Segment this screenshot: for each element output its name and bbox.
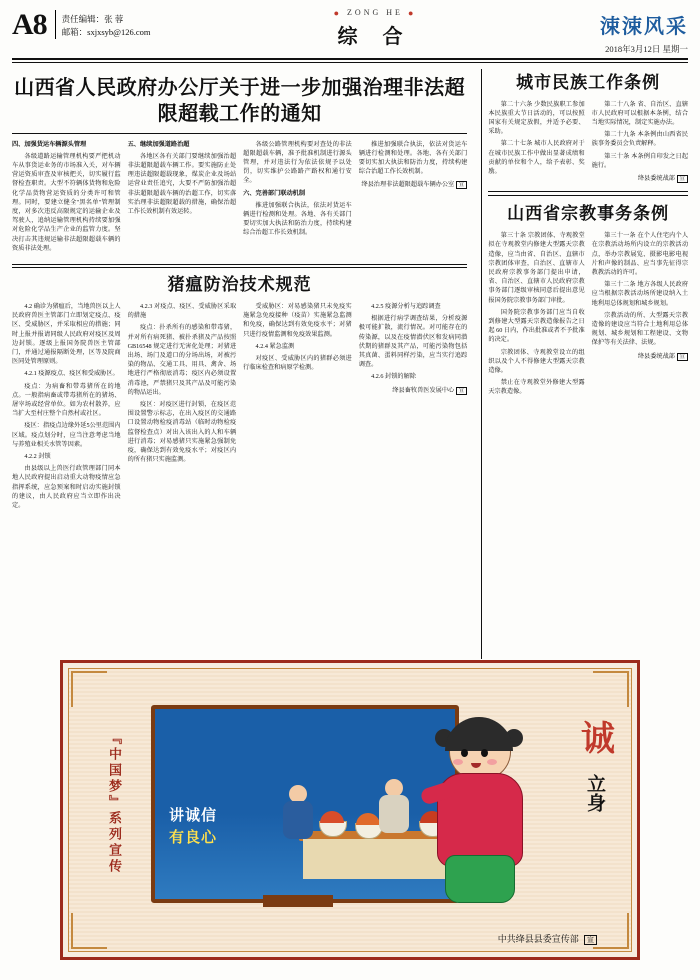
title-rule	[12, 133, 467, 134]
main-article-title: 山西省人民政府办公厅关于进一步加强治理非法超限超载工作的通知	[14, 76, 466, 125]
ad-side-text: 立身	[584, 774, 605, 812]
masthead-rule-thick	[12, 58, 688, 60]
right-column	[488, 69, 688, 659]
editor-line: 责任编辑：张 蓉	[61, 14, 124, 24]
second-article-signature	[359, 386, 468, 396]
article-subheading: 五、继续加强道路治超	[127, 140, 190, 148]
right-article1-col-2	[592, 100, 688, 185]
main-article-body	[12, 140, 467, 256]
second-article-col-1	[12, 302, 121, 513]
article-paragraph: 疫点：扑杀所有的感染和带毒猪，并对所有病死猪、被扑杀猪及产品按照 GB16548 规定进行无害化处理；对猪进出场、场门及道口的分场出场，对被污染的物品、交通工具、用具、禽舍、场地进行严格彻底消毒；疫区内必须设置消毒池，严禁猪只及其产品及可能污染的物品运出。	[127, 324, 237, 396]
article-paragraph: 宗教活动的所、大型露天宗教造像的建设应当符合土地利用总体规划、城乡规划和工程建设、文物保护等有关法律、法规。	[591, 311, 689, 347]
mascot-eye-right	[481, 749, 488, 757]
ad-credit-text: 中共绛县县委宣传部	[497, 934, 579, 944]
article-paragraph: 疫区：对疫区进行封锁，在疫区范围设置警示标志，在出入疫区的交通路口设置动物检疫消毒站（临时动物检疫监督检查点）对出入该出入的人和车辆进行消毒；对易感猪只实施紧急强制免疫，确保达到有效免疫水平；对疫区内的所有猪只实施监测。	[127, 400, 237, 464]
article-col-1	[12, 140, 121, 256]
article-paragraph: 第三十一条 在个人住宅内个人在宗教活动场所内设立的宗教活动点，举办宗教展览、摄影电影电视片和声像的制品、应当事先征得宗教教活动的许可。	[591, 232, 689, 276]
right-separator-1	[488, 191, 688, 192]
article-paragraph: 4.2.6 封锁的解除	[371, 373, 416, 381]
article-paragraph: 各地区各有关部门要继续加强治超非法超限超载车辆工作。要实施防止处理违法超限超载现象，煤炭企业及场站运营业责任追究，大要不严防加强治超非法超限超载车辆的治超工作，切实落实治理非法超限超载的措施，确保治超工作长效机制有效运转。	[127, 152, 237, 215]
section-title-en	[262, 8, 488, 18]
screen-stand	[263, 895, 333, 907]
article-paragraph: 各级道路运输管理机构要严把机动车从事货运业务的市场准入关，对车辆营运资质审查及审核把关，切实履行监督检查职责。大型不符辆体货物和危险化学品货物营运资质的分类许可和管理。同时，要建立健全"黑名单"管理制度，对多次违反高限规定的运输企业及驾驶人，追纳运输管理机构持续要加强对危险化学品生产企业的监管力度。坚决打击其违规运输非法超限超载车辆的资质非法处理。	[12, 152, 121, 252]
mascot-cheek-right	[487, 759, 497, 765]
right-article2-col-1	[488, 231, 584, 399]
advertisement-panel	[60, 660, 640, 960]
article-paragraph: 4.2.4 紧急监测	[255, 342, 295, 350]
article-paragraph: 疫区：指疫点边缘外延5公里范围内区域。疫点划分时，应当注意考虑当地与养殖业相关水管等因素。	[12, 422, 121, 448]
right-article1-title: 城市民族工作条例	[516, 72, 661, 92]
article-paragraph: 对疫区、受威胁区内的猪群必须进行临床检查和病原学检测。	[243, 354, 352, 372]
right-article1-signature	[592, 174, 688, 184]
second-article-col-4	[359, 302, 468, 513]
article-paragraph: 推进加强联合执法，依法对货运车辆进行检测和处理。各地、各有关部门要切实加大执法和防治力度，持续构建综合治超工作长效机制。	[243, 201, 352, 237]
article-paragraph: 第三十二条 地方各级人民政府应当根据宗教活动场所建设纳入土地利用总体规划和城乡规划。	[591, 281, 689, 307]
article-paragraph: 第二十八条 省、自治区、直辖市人民政府可以根据本条例，结合当地实际情况，制定实施办法。	[591, 100, 689, 126]
column-divider	[481, 69, 482, 659]
section-title-block	[262, 8, 488, 49]
person-body	[379, 795, 409, 833]
mascot-eye-left	[461, 749, 468, 757]
content-columns	[12, 69, 688, 659]
section-title-cn: 综 合	[337, 26, 413, 49]
ad-series-label: 『中国梦』系列宣传	[107, 730, 122, 875]
signature-mark: 宣	[677, 353, 689, 361]
ad-screen-caption	[169, 805, 217, 849]
right-article2-col-2	[592, 231, 688, 399]
masthead-right	[488, 10, 688, 55]
food-shape	[320, 811, 344, 823]
section-separator-2	[12, 267, 467, 268]
signature-text: 绛县畜牧兽医发展中心	[392, 386, 455, 394]
article-paragraph: 推进加强联合执法，依法对货运车辆进行检测和处理。各地、各有关部门要切实加大执法和防治力度，持续构建综合治超工作长效机制。	[358, 140, 468, 176]
ornament-dot-left: ●	[333, 8, 343, 19]
article-col-3	[243, 140, 352, 256]
mascot-cheek-left	[453, 759, 463, 765]
masthead-rule-thin	[12, 62, 688, 63]
masthead	[12, 0, 688, 56]
article-col-4	[359, 140, 468, 256]
masthead-left	[12, 10, 262, 40]
section-separator-1	[12, 264, 467, 265]
section-en-text: ZONG HE	[347, 8, 403, 17]
article-paragraph: 4.2.2 封锁	[24, 452, 51, 460]
article-paragraph: 受威胁区：对易感染猪只未免疫实施紧急免疫接种（疫苗）实施紧急监测和免疫，确保达到有效免疫水平；对猪只进行疫情监测和免疫效果监测。	[243, 302, 352, 338]
second-article-body	[12, 302, 467, 513]
article-paragraph: 各级公路管理机构要对查处的非法超限超载车辆，准予批准机制进行源头管理，并对违法行为依法依规予以处罚，切实维护公路路产路权和通行安全。	[243, 140, 352, 185]
corner-ornament-bottom-left	[71, 913, 107, 949]
ad-credit	[498, 932, 597, 945]
article-paragraph: 根据进行病学调查结果，分析疫源极可能扩散，流行情况。对可能存在的传染源，以及在疫情潜伏区和发病同潜伏期的猪群及其产品，可能污染物包括其真菌、蛋料同样污染，应当实行追踪调查。	[358, 315, 468, 369]
article-paragraph: 4.2.1 疫源疫点、疫区和受威胁区。	[24, 370, 119, 378]
article-paragraph: 4.2.3 对疫点、疫区、受威胁区采取的措施	[127, 302, 237, 320]
second-article-col-2	[128, 302, 237, 513]
publication-brand: 涑涑风采	[600, 16, 688, 38]
ad-credit-mark: 宣	[584, 935, 597, 945]
person-figure	[283, 785, 313, 839]
left-column	[12, 69, 475, 659]
ad-big-character: 诚	[581, 721, 615, 758]
mascot-pants	[445, 855, 515, 903]
article-paragraph: 由县级以上兽医行政管理部门同本地人民政府提出启动重大动物疫情应急指挥系统，应急预案和时启动实施封锁的建议，由人民政府应当立即作出决定。	[12, 465, 121, 509]
page-number: A8	[12, 8, 47, 41]
ornament-dot-right: ●	[407, 8, 417, 19]
publication-date: 2018年3月12日 星期一	[605, 44, 688, 54]
right-article1-body	[488, 100, 688, 185]
person-figure	[379, 779, 409, 833]
right-article2-body	[488, 231, 688, 399]
signature-mark: 宣	[677, 175, 689, 183]
ad-caption-line1: 讲诚信	[169, 808, 218, 824]
article-paragraph: 第二十九条 本条例由山西省民族事务委员会负责解释。	[591, 131, 689, 148]
signature-text: 绛县委统战部	[637, 352, 675, 360]
masthead-credits	[55, 10, 151, 39]
mascot-girl-illustration	[431, 723, 527, 908]
right-article2-signature	[592, 352, 688, 362]
signature-text: 绛县委统战部	[637, 174, 675, 182]
article-subheading: 四、加强货运车辆源头管理	[12, 140, 87, 148]
article-paragraph: 国务院宗教事务部门应当自收到修建大型露天宗教造像报告之日起 60 日内，作出批准或者不予批准的决定。	[488, 308, 585, 344]
second-article-title: 猪瘟防治技术规范	[167, 274, 312, 294]
right-article1-col-1	[488, 100, 584, 185]
right-article2-title: 山西省宗教事务条例	[507, 204, 670, 224]
article-paragraph: 第三十条 本条例自印发之日起施行。	[591, 152, 689, 169]
signature-mark: 宣	[456, 181, 468, 189]
main-article-signature	[359, 180, 468, 190]
food-shape	[356, 813, 380, 825]
article-paragraph: 宗教团体、寺观教堂设立的组织以及个人不得修建大型露天宗教造像。	[488, 348, 585, 374]
article-paragraph: 4.2.5 疫源分析与追踪调查	[371, 302, 441, 310]
signature-text: 绛县治理非法超限超载车辆办公室	[361, 181, 455, 189]
corner-ornament-top-left	[71, 671, 107, 707]
article-paragraph: 疫点：为病畜和带毒猪所在的地点。一般指病畜或带毒猪所在的猪场、屠宰场或经营单位。如为农村散养，应当扩大至村庄整个自然村或社区。	[12, 382, 121, 418]
article-col-2	[128, 140, 237, 256]
ad-illustration-screen	[151, 705, 459, 903]
email-line: 邮箱：sxjxsyb@126.com	[61, 27, 151, 37]
ad-caption-line2: 有良心	[169, 830, 218, 846]
right-separator-2	[488, 195, 688, 196]
corner-ornament-bottom-right	[593, 913, 629, 949]
person-body	[283, 801, 313, 839]
article-subheading: 六、完善部门联动机制	[243, 189, 306, 197]
article-paragraph: 禁止在寺观教堂外修建大型露天宗教造像。	[488, 379, 585, 396]
mascot-hair	[445, 717, 513, 751]
corner-ornament-top-right	[593, 671, 629, 707]
article-paragraph: 第二十七条 城市人民政府对于在城市民族工作中做出显著成绩和贡献的单位和个人，给予表彰、奖励。	[488, 140, 585, 175]
article-paragraph: 第二十六条 少数民族职工参加本民族重大节日活动的，可以按照国家有关规定放假，并适予必要、采助。	[488, 100, 585, 136]
signature-mark: 宣	[456, 387, 468, 395]
article-paragraph: 第三十条 宗教团体、寺观教堂拟在寺观教堂内修建大型露天宗教造像，应当由省、自治区、直辖市宗教团体审查，自治区、直辖市人民政府宗教事务部门提出申请，省、自治区、直辖市人民政府宗教事务部门逐级审核同意后提出意见报国务院宗教事务部门审批。	[488, 232, 585, 304]
article-paragraph: 4.2 确诊为猪瘟后，当地兽医以上人民政府兽医主管部门立即划定疫点、疫区、受威胁区，并采取相应的措施；同时上报并报请同级人民政府对疫区及周边封锁。逐级上报国务院兽医主管部门，并通过通报隔断处理，区等及院商医同处管理原则。	[12, 302, 121, 366]
second-article-col-3	[243, 302, 352, 513]
